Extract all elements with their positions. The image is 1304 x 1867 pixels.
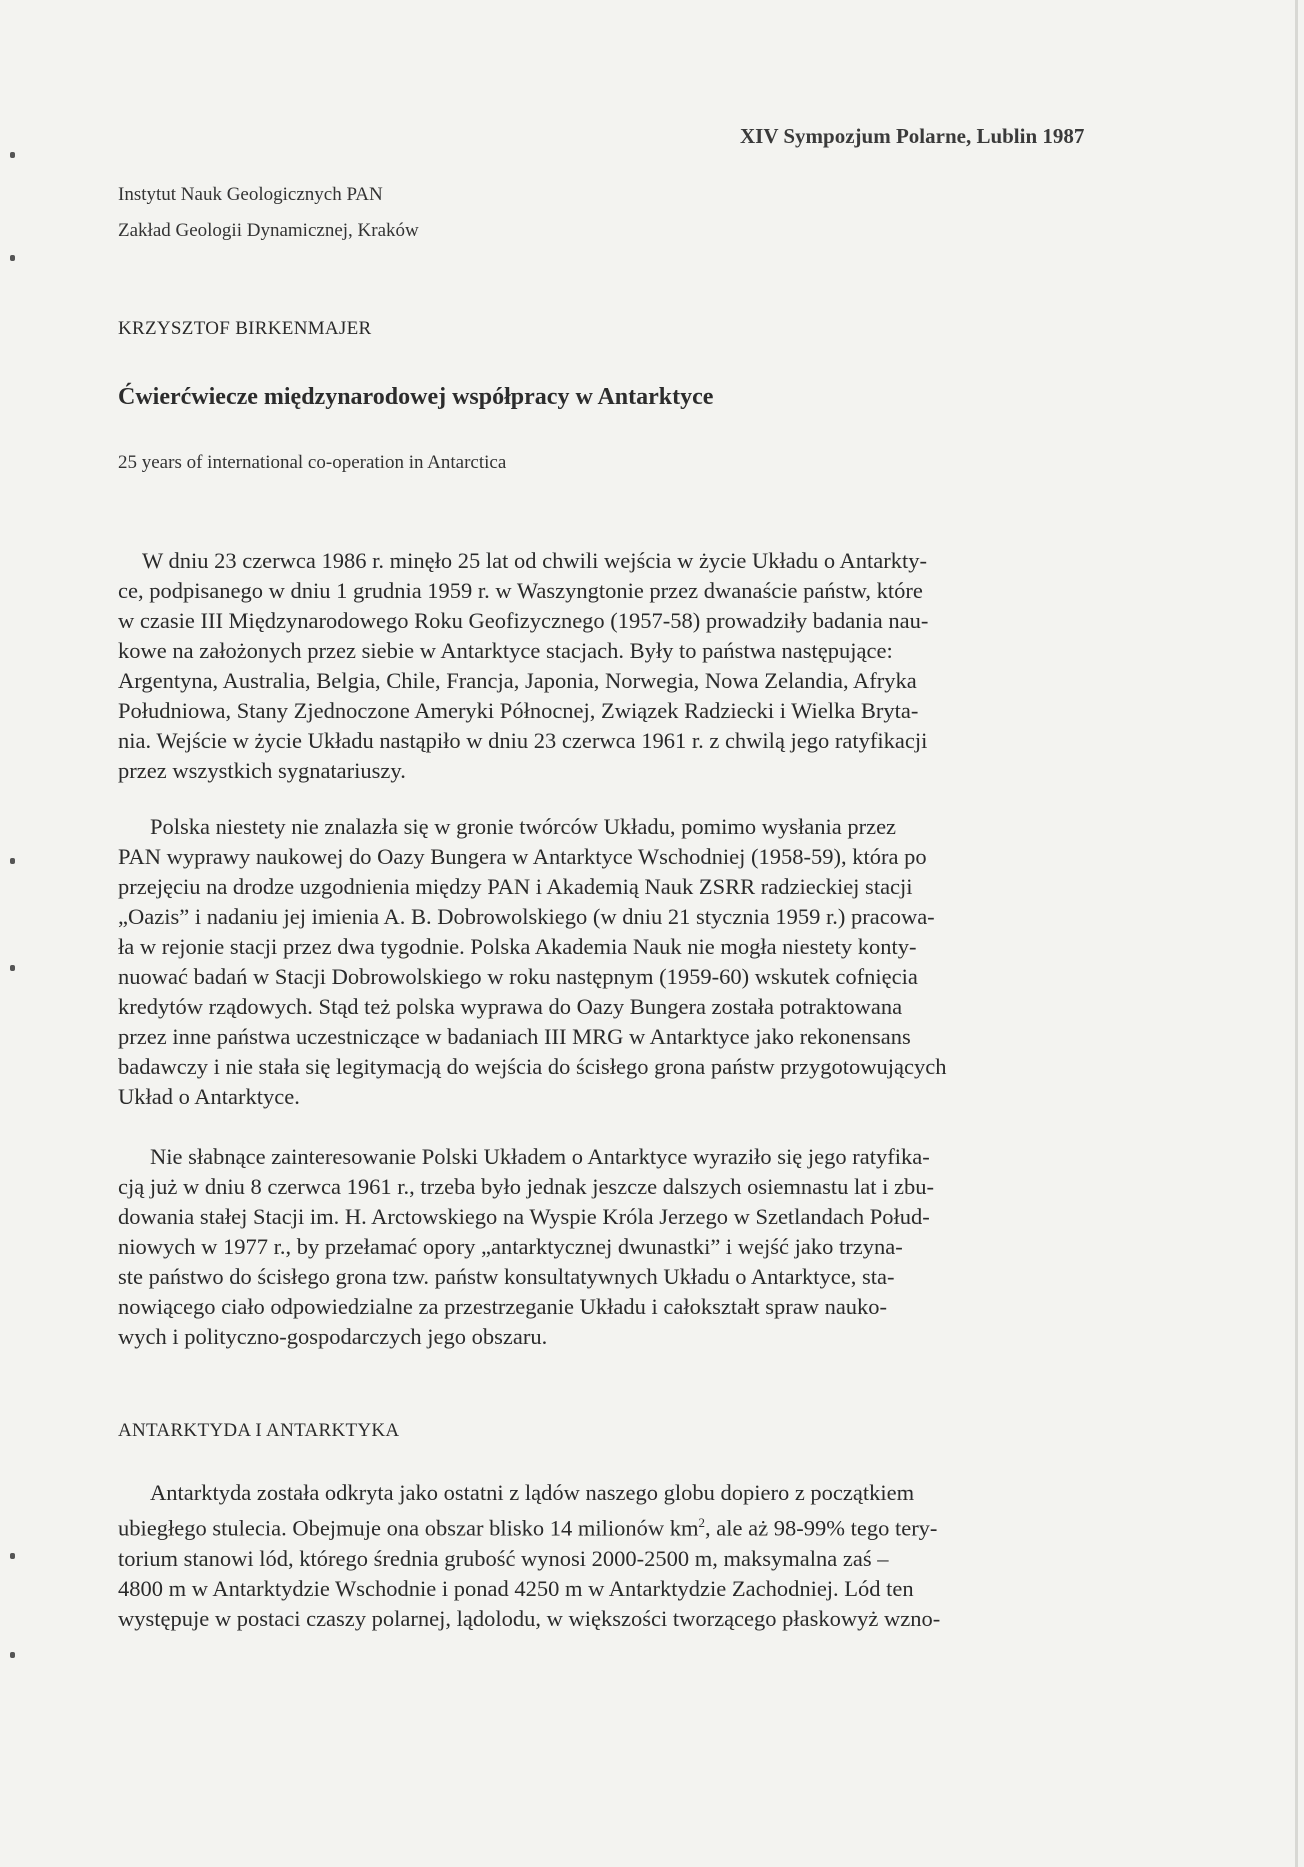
text-line: ce, podpisanego w dniu 1 grudnia 1959 r. w Waszyngtonie przez dwanaście państw, które xyxy=(118,578,923,603)
text-line: w czasie III Międzynarodowego Roku Geofizycznego (1957-58) prowadziły badania nau- xyxy=(118,608,929,633)
text-line: niowych w 1977 r., by przełamać opory „antarktycznej dwunastki” i wejść jako trzyna- xyxy=(118,1234,903,1259)
text-line: cją już w dniu 8 czerwca 1961 r., trzeba było jednak jeszcze dalszych osiemnastu lat i zbu- xyxy=(118,1174,934,1199)
margin-mark xyxy=(10,152,15,158)
text-line: torium stanowi lód, którego średnia grubość wynosi 2000-2500 m, maksymalna zaś – xyxy=(118,1545,889,1571)
text-line: nia. Wejście w życie Układu nastąpiło w dniu 23 czerwca 1961 r. z chwilą jego ratyfikacji xyxy=(118,728,928,753)
text-line: Nie słabnące zainteresowanie Polski Układem o Antarktyce wyraziło się jego ratyfika- xyxy=(150,1144,930,1169)
text-line: Polska niestety nie znalazła się w gronie twórców Układu, pomimo wysłania przez xyxy=(150,814,897,839)
affiliation-department: Zakład Geologii Dynamicznej, Kraków xyxy=(118,220,419,241)
text-line: przez inne państwa uczestniczące w badaniach III MRG w Antarktyce jako rekonensans xyxy=(118,1024,911,1049)
text-line: 4800 m w Antarktydzie Wschodnie i ponad 4250 m w Antarktydzie Zachodniej. Lód ten xyxy=(118,1575,914,1601)
text-line: ste państwo do ścisłego grona tzw. państw konsultatywnych Układu o Antarktyce, sta- xyxy=(118,1264,895,1289)
section-heading: ANTARKTYDA I ANTARKTYKA xyxy=(118,1420,400,1441)
text-line: występuje w postaci czaszy polarnej, lądolodu, w większości tworzącego płaskowyż wzno- xyxy=(118,1605,941,1631)
article-title: Ćwierćwiecze międzynarodowej współpracy w Antarktyce xyxy=(118,384,714,410)
text-line: kowe na założonych przez siebie w Antarktyce stacjach. Były to państwa następujące: xyxy=(118,638,893,663)
text-line: Układ o Antarktyce. xyxy=(118,1084,300,1109)
text-line: nuować badań w Stacji Dobrowolskiego w roku następnym (1959-60) wskutek cofnięcia xyxy=(118,964,918,989)
text-line: Antarktyda została odkryta jako ostatni z lądów naszego globu dopiero z początkiem xyxy=(150,1480,915,1505)
text-line: W dniu 23 czerwca 1986 r. minęło 25 lat od chwili wejścia w życie Układu o Antarkty- xyxy=(142,548,927,573)
paragraph-3 xyxy=(118,1142,1138,1352)
page-edge-shadow xyxy=(1295,0,1298,1867)
paragraph-4 xyxy=(118,1478,1138,1634)
paragraph-2 xyxy=(118,812,1138,1112)
text-line: PAN wyprawy naukowej do Oazy Bungera w Antarktyce Wschodniej (1958-59), która po xyxy=(118,844,927,869)
margin-mark xyxy=(10,1553,15,1559)
text-line: nowiącego ciało odpowiedzialne za przestrzeganie Układu i całokształt spraw nauko- xyxy=(118,1294,888,1319)
text-line: przejęciu na drodze uzgodnienia między PAN i Akademią Nauk ZSRR radzieckiej stacji xyxy=(118,874,913,899)
affiliation-institute: Instytut Nauk Geologicznych PAN xyxy=(118,184,383,205)
margin-mark xyxy=(10,965,15,971)
text-line: dowania stałej Stacji im. H. Arctowskiego na Wyspie Króla Jerzego w Szetlandach Połud- xyxy=(118,1204,930,1229)
text-line: „Oazis” i nadaniu jej imienia A. B. Dobrowolskiego (w dniu 21 stycznia 1959 r.) pracowa- xyxy=(118,904,935,929)
text-segment: , ale aż 98-99% tego tery- xyxy=(705,1515,938,1541)
text-line: wych i polityczno-gospodarczych jego obszaru. xyxy=(118,1324,548,1349)
margin-mark xyxy=(10,1652,15,1658)
author-name: KRZYSZTOF BIRKENMAJER xyxy=(118,318,372,339)
text-segment: ubiegłego stulecia. Obejmuje ona obszar blisko 14 milionów km xyxy=(118,1515,699,1541)
article-subtitle-english: 25 years of international co-operation in Antarctica xyxy=(118,452,507,473)
superscript: 2 xyxy=(698,1515,706,1530)
text-line: ła w rejonie stacji przez dwa tygodnie. Polska Akademia Nauk nie mogła niestety konty- xyxy=(118,934,917,959)
symposium-header: XIV Sympozjum Polarne, Lublin 1987 xyxy=(740,124,1085,148)
text-line: badawczy i nie stała się legitymacją do wejścia do ścisłego grona państw przygotowujących xyxy=(118,1054,947,1079)
text-line: przez wszystkich sygnatariuszy. xyxy=(118,758,406,783)
text-line: kredytów rządowych. Stąd też polska wyprawa do Oazy Bungera została potraktowana xyxy=(118,994,903,1019)
margin-mark xyxy=(10,255,15,261)
margin-mark xyxy=(10,858,15,864)
text-line: Argentyna, Australia, Belgia, Chile, Francja, Japonia, Norwegia, Nowa Zelandia, Afryka xyxy=(118,668,917,693)
text-line: Południowa, Stany Zjednoczone Ameryki Północnej, Związek Radziecki i Wielka Bryta- xyxy=(118,698,919,723)
paragraph-1 xyxy=(118,546,1138,786)
text-line xyxy=(118,1508,1138,1544)
